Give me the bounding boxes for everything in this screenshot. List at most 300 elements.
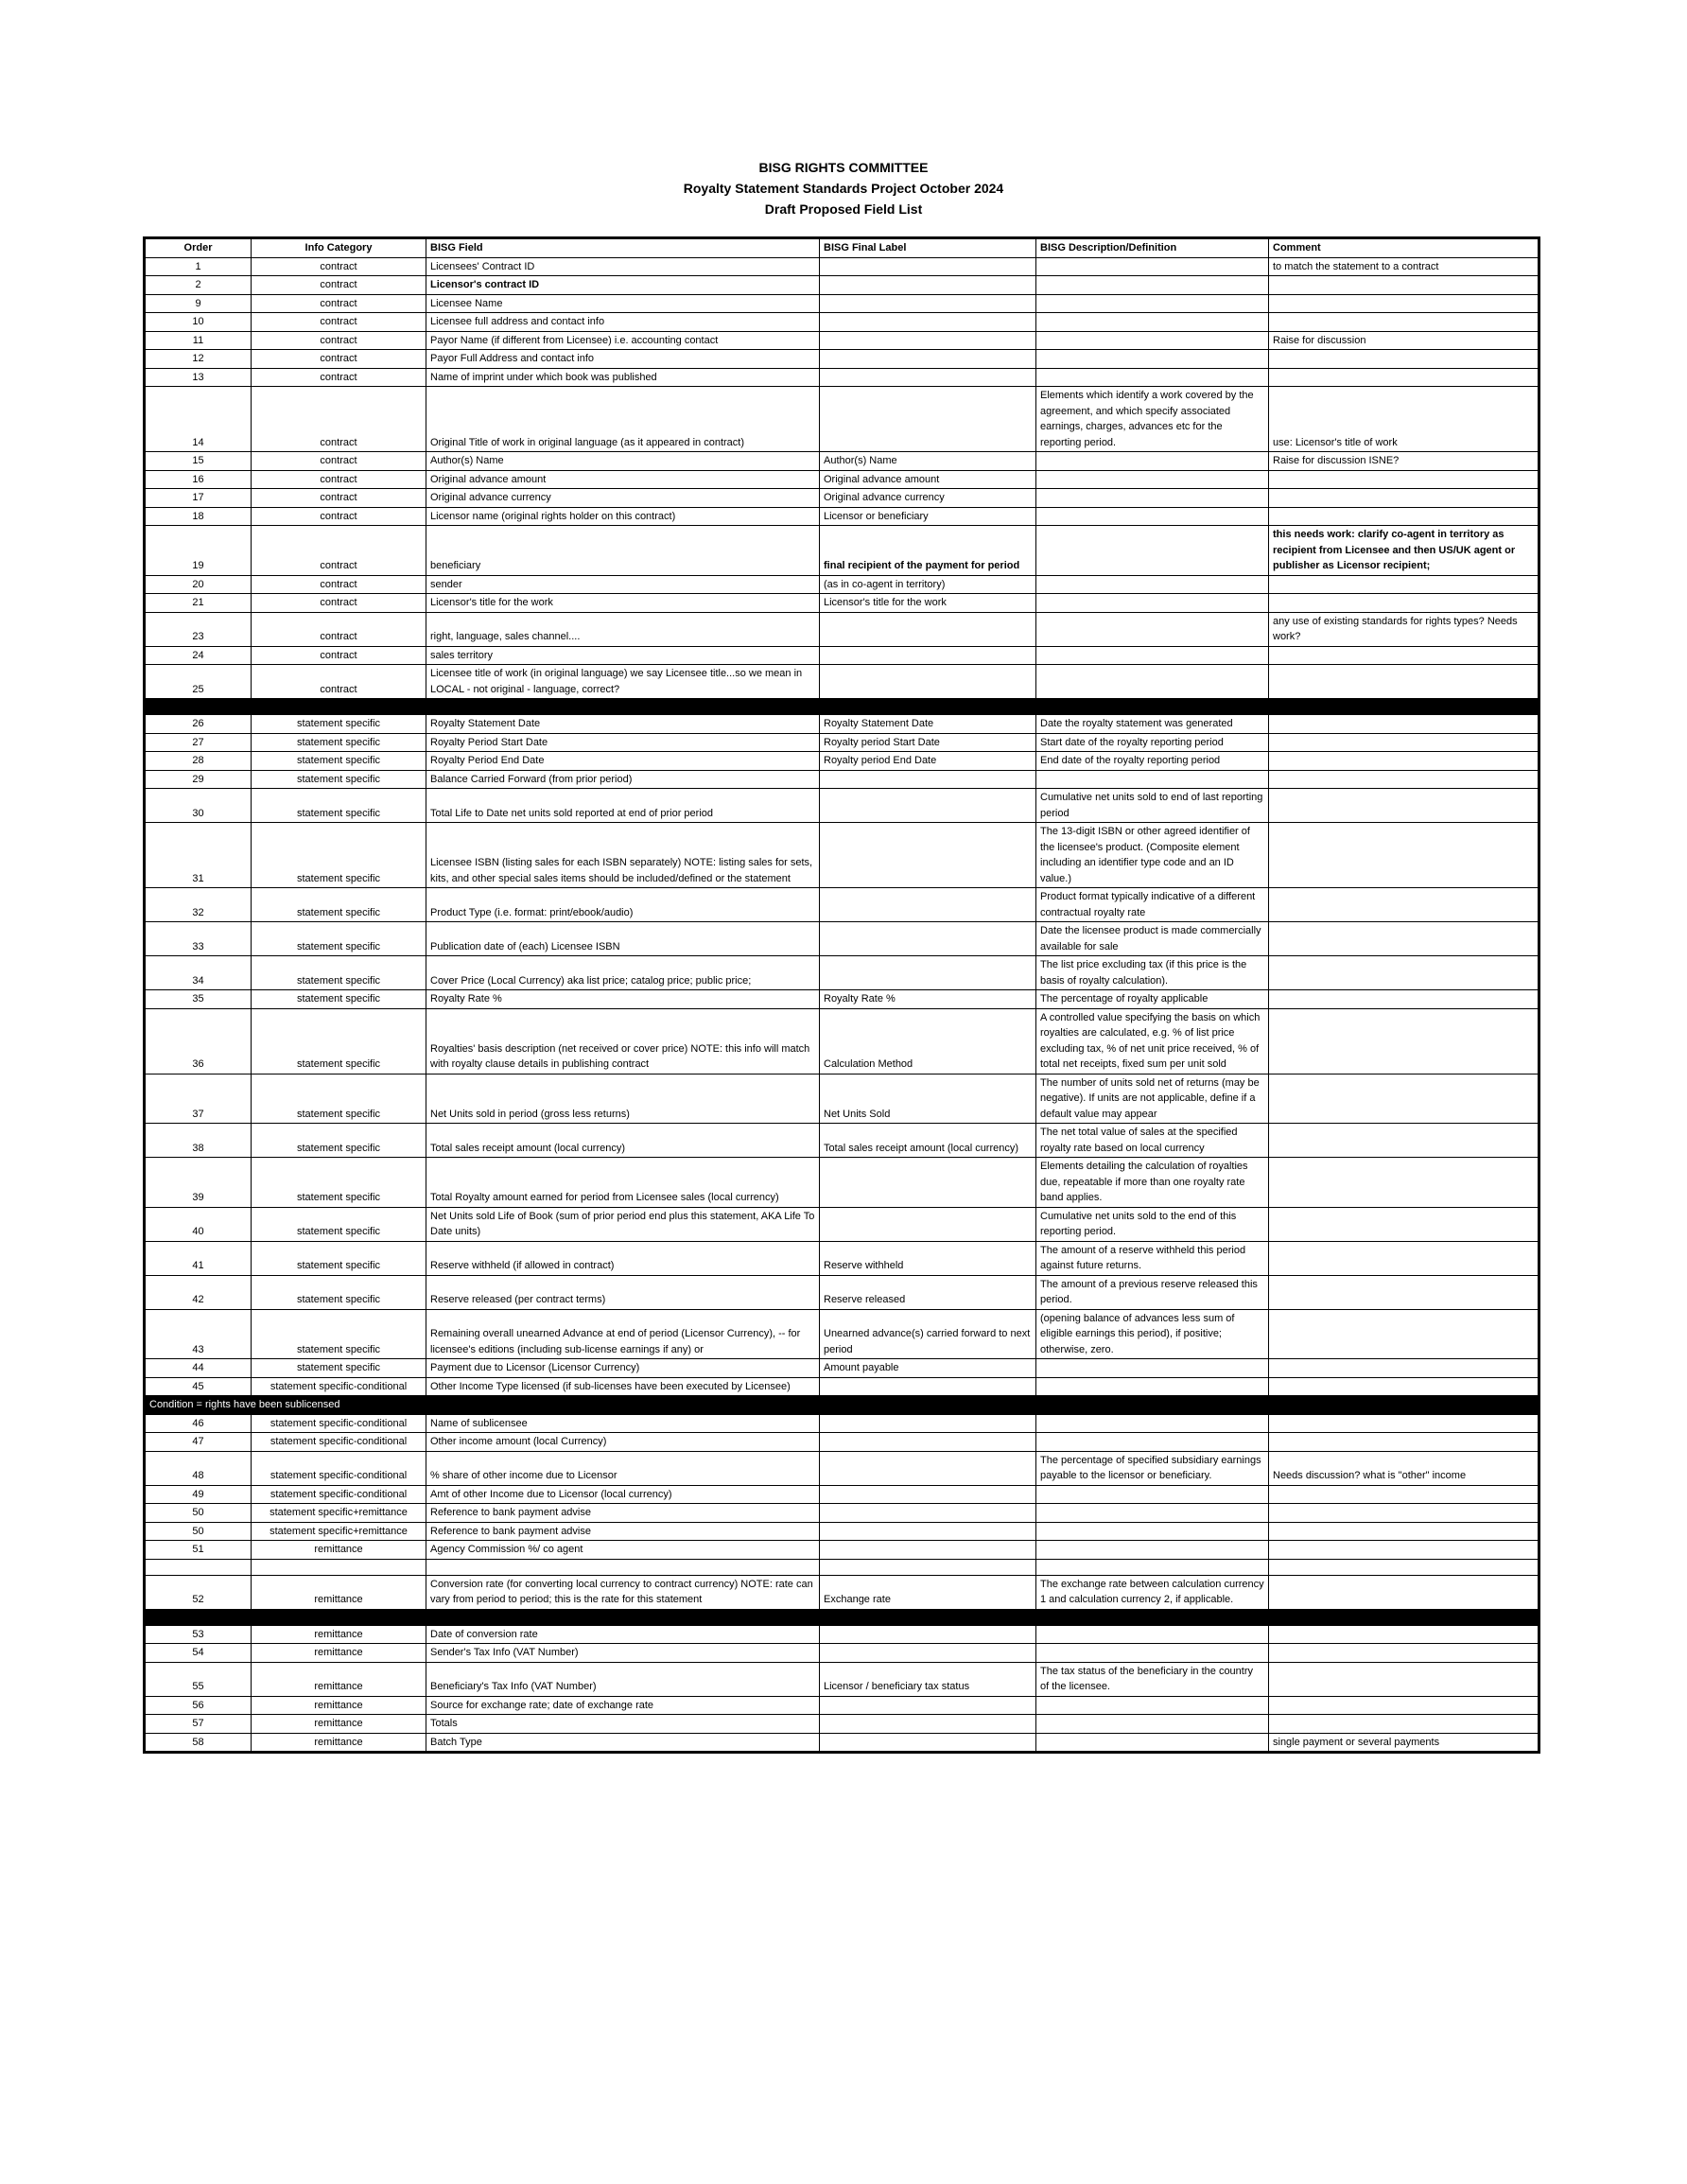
cell-order: 13 [145,368,252,387]
cell-order: 29 [145,770,252,789]
cell-bisg-field: Royalty Statement Date [426,715,820,734]
cell-final-label [820,1733,1036,1753]
cell-order: 53 [145,1625,252,1644]
cell-order: 50 [145,1504,252,1523]
cell-bisg-field: Licensees' Contract ID [426,257,820,276]
cell-order: 47 [145,1433,252,1452]
cell-description: The percentage of royalty applicable [1036,990,1269,1009]
cell-info-category: contract [252,489,426,508]
cell-description [1036,1504,1269,1523]
cell-info-category: statement specific [252,1074,426,1124]
cell-info-category: contract [252,470,426,489]
table-row [145,368,1539,387]
cell-bisg-field: Net Units sold in period (gross less returns) [426,1074,820,1124]
cell-order: 46 [145,1414,252,1433]
condition-row [145,1396,1539,1415]
cell-info-category: statement specific [252,1008,426,1074]
cell-description [1036,507,1269,526]
cell-bisg-field: right, language, sales channel.... [426,612,820,646]
table-row [145,1377,1539,1396]
table-row [145,313,1539,332]
cell-final-label [820,350,1036,369]
cell-comment [1269,665,1539,699]
cell-final-label [820,1696,1036,1715]
cell-comment: this needs work: clarify co-agent in territory as recipient from Licensee and then US/UK agent or publisher as Licensor recipient; [1269,526,1539,576]
cell-final-label [820,1504,1036,1523]
cell-info-category: statement specific [252,789,426,823]
table-row [145,665,1539,699]
table-row [145,1575,1539,1609]
table-row [145,823,1539,888]
cell-bisg-field: Licensor's title for the work [426,594,820,613]
cell-info-category: contract [252,452,426,471]
cell-description [1036,1541,1269,1560]
cell-comment [1269,350,1539,369]
cell-info-category: statement specific [252,752,426,771]
cell-bisg-field: Licensee Name [426,294,820,313]
cell-comment [1269,1696,1539,1715]
cell-bisg-field: sender [426,575,820,594]
cell-final-label: Original advance currency [820,489,1036,508]
table-row [145,1207,1539,1241]
cell-info-category: statement specific-conditional [252,1451,426,1485]
cell-info-category: statement specific-conditional [252,1377,426,1396]
cell-comment: single payment or several payments [1269,1733,1539,1753]
cell-info-category: remittance [252,1733,426,1753]
cell-description: (opening balance of advances less sum of eligible earnings this period), if positive; otherwise, zero. [1036,1309,1269,1359]
cell-description: Cumulative net units sold to end of last reporting period [1036,789,1269,823]
cell-info-category: statement specific+remittance [252,1522,426,1541]
cell-info-category: contract [252,646,426,665]
cell-final-label [820,1715,1036,1734]
cell-info-category: statement specific [252,1359,426,1378]
cell-comment [1269,1504,1539,1523]
cell-final-label: Licensor / beneficiary tax status [820,1662,1036,1696]
cell-info-category: statement specific+remittance [252,1504,426,1523]
cell-order: 30 [145,789,252,823]
cell-comment [1269,1662,1539,1696]
cell-bisg-field: Author(s) Name [426,452,820,471]
cell-info-category: remittance [252,1541,426,1560]
cell-info-category: contract [252,594,426,613]
table-row [145,770,1539,789]
table-row [145,646,1539,665]
table-row [145,257,1539,276]
cell-order: 55 [145,1662,252,1696]
cell-bisg-field: Royalty Period Start Date [426,733,820,752]
cell-bisg-field: Other income amount (local Currency) [426,1433,820,1452]
cell-bisg-field: Conversion rate (for converting local currency to contract currency) NOTE: rate can vary from period to period; this is the rate for this statement [426,1575,820,1609]
cell-comment [1269,470,1539,489]
cell-order: 48 [145,1451,252,1485]
cell-final-label [820,665,1036,699]
cell-comment [1269,489,1539,508]
cell-comment [1269,1433,1539,1452]
cell-description: The amount of a previous reserve released this period. [1036,1275,1269,1309]
cell-description [1036,368,1269,387]
cell-final-label: final recipient of the payment for period [820,526,1036,576]
cell-bisg-field: % share of other income due to Licensor [426,1451,820,1485]
cell-comment [1269,368,1539,387]
table-row [145,1696,1539,1715]
cell-info-category: statement specific [252,1309,426,1359]
cell-comment [1269,594,1539,613]
cell-bisg-field: Royalty Period End Date [426,752,820,771]
cell-bisg-field: Batch Type [426,1733,820,1753]
blank-row [145,1559,1539,1575]
cell-info-category: contract [252,575,426,594]
cell-order: 10 [145,313,252,332]
cell-description [1036,1696,1269,1715]
cell-comment [1269,1275,1539,1309]
cell-final-label [820,1625,1036,1644]
cell-description: The list price excluding tax (if this price is the basis of royalty calculation). [1036,956,1269,990]
cell-order: 52 [145,1575,252,1609]
cell-bisg-field: beneficiary [426,526,820,576]
cell-description [1036,1359,1269,1378]
cell-info-category: statement specific-conditional [252,1414,426,1433]
table-row [145,1541,1539,1560]
cell-order: 39 [145,1158,252,1208]
cell-bisg-field: Source for exchange rate; date of exchange rate [426,1696,820,1715]
cell-comment [1269,1207,1539,1241]
cell-description [1036,470,1269,489]
cell-bisg-field: Publication date of (each) Licensee ISBN [426,922,820,956]
cell-bisg-field: Beneficiary's Tax Info (VAT Number) [426,1662,820,1696]
cell-order: 24 [145,646,252,665]
table-row [145,507,1539,526]
cell-order: 56 [145,1696,252,1715]
cell-description: The 13-digit ISBN or other agreed identifier of the licensee's product. (Composite element including an identifier type code and an ID value.) [1036,823,1269,888]
cell-final-label: Total sales receipt amount (local currency) [820,1124,1036,1158]
cell-description: Date the licensee product is made commercially available for sale [1036,922,1269,956]
cell-bisg-field: Name of sublicensee [426,1414,820,1433]
cell-description: The number of units sold net of returns (may be negative). If units are not applicable, define if a default value may appear [1036,1074,1269,1124]
cell-bisg-field: Total Life to Date net units sold reported at end of prior period [426,789,820,823]
cell-description [1036,350,1269,369]
condition-label: Condition = rights have been sublicensed [145,1396,820,1415]
cell-final-label [820,331,1036,350]
table-row [145,331,1539,350]
cell-description [1036,257,1269,276]
field-list-table [143,236,1540,1754]
table-row [145,294,1539,313]
cell-description [1036,1733,1269,1753]
cell-final-label [820,1644,1036,1663]
cell-description [1036,1377,1269,1396]
cell-bisg-field: Payment due to Licensor (Licensor Currency) [426,1359,820,1378]
cell-description [1036,575,1269,594]
cell-comment [1269,1359,1539,1378]
cell-comment [1269,733,1539,752]
cell-order: 36 [145,1008,252,1074]
cell-description: The amount of a reserve withheld this period against future returns. [1036,1241,1269,1275]
cell-info-category: contract [252,276,426,295]
cell-final-label [820,646,1036,665]
cell-bisg-field: Name of imprint under which book was published [426,368,820,387]
cell-comment [1269,1485,1539,1504]
cell-description [1036,612,1269,646]
cell-bisg-field: Remaining overall unearned Advance at end of period (Licensor Currency), -- for licensee's editions (including sub-license earnings if any) or [426,1309,820,1359]
cell-bisg-field: Licensee full address and contact info [426,313,820,332]
table-row [145,612,1539,646]
cell-final-label: Amount payable [820,1359,1036,1378]
cell-order: 16 [145,470,252,489]
committee-title: BISG RIGHTS COMMITTEE [758,160,929,175]
header-final-label: BISG Final Label [820,238,1036,258]
cell-bisg-field: Total sales receipt amount (local currency) [426,1124,820,1158]
cell-bisg-field: Original advance amount [426,470,820,489]
cell-order: 20 [145,575,252,594]
table-row [145,526,1539,576]
table-row [145,1662,1539,1696]
cell-comment [1269,1008,1539,1074]
cell-final-label [820,294,1036,313]
cell-info-category: statement specific [252,1275,426,1309]
cell-order: 25 [145,665,252,699]
cell-final-label: Royalty Rate % [820,990,1036,1009]
cell-final-label [820,1522,1036,1541]
cell-final-label [820,789,1036,823]
table-row [145,733,1539,752]
cell-description [1036,1414,1269,1433]
cell-description [1036,1715,1269,1734]
table-row [145,387,1539,452]
table-row [145,1733,1539,1753]
cell-order: 50 [145,1522,252,1541]
cell-order: 41 [145,1241,252,1275]
cell-comment [1269,646,1539,665]
cell-description [1036,1485,1269,1504]
cell-order: 38 [145,1124,252,1158]
table-row [145,470,1539,489]
cell-final-label [820,313,1036,332]
cell-description [1036,1522,1269,1541]
header-order: Order [145,238,252,258]
cell-info-category: statement specific [252,823,426,888]
cell-comment [1269,1124,1539,1158]
cell-order: 14 [145,387,252,452]
header-description: BISG Description/Definition [1036,238,1269,258]
cell-info-category: statement specific-conditional [252,1485,426,1504]
cell-final-label: Reserve released [820,1275,1036,1309]
cell-info-category: contract [252,313,426,332]
cell-description: The tax status of the beneficiary in the country of the licensee. [1036,1662,1269,1696]
cell-final-label: Royalty period Start Date [820,733,1036,752]
cell-order: 31 [145,823,252,888]
cell-description [1036,294,1269,313]
cell-comment [1269,990,1539,1009]
cell-bisg-field: Licensee title of work (in original language) we say Licensee title...so we mean in LOCAL - not original - language, correct? [426,665,820,699]
table-row [145,1485,1539,1504]
cell-description: End date of the royalty reporting period [1036,752,1269,771]
cell-comment [1269,1309,1539,1359]
cell-order: 44 [145,1359,252,1378]
table-row [145,1241,1539,1275]
table-row [145,1451,1539,1485]
cell-info-category: statement specific-conditional [252,1433,426,1452]
cell-info-category: remittance [252,1662,426,1696]
cell-info-category: contract [252,331,426,350]
cell-final-label [820,1485,1036,1504]
cell-final-label [820,276,1036,295]
cell-bisg-field: sales territory [426,646,820,665]
cell-bisg-field: Total Royalty amount earned for period from Licensee sales (local currency) [426,1158,820,1208]
cell-order: 2 [145,276,252,295]
cell-description [1036,594,1269,613]
cell-final-label [820,1433,1036,1452]
cell-bisg-field: Cover Price (Local Currency) aka list price; catalog price; public price; [426,956,820,990]
cell-final-label [820,1377,1036,1396]
table-row [145,1522,1539,1541]
cell-info-category: statement specific [252,1124,426,1158]
header-bisg-field: BISG Field [426,238,820,258]
cell-description [1036,1433,1269,1452]
section-separator [145,1609,1539,1625]
cell-final-label [820,387,1036,452]
table-row [145,1359,1539,1378]
cell-order: 27 [145,733,252,752]
table-row [145,350,1539,369]
cell-bisg-field: Reference to bank payment advise [426,1522,820,1541]
table-row [145,1625,1539,1644]
cell-info-category: statement specific [252,1207,426,1241]
cell-final-label: Royalty period End Date [820,752,1036,771]
cell-comment: Raise for discussion ISNE? [1269,452,1539,471]
cell-order: 35 [145,990,252,1009]
cell-final-label [820,922,1036,956]
cell-info-category: contract [252,612,426,646]
cell-order: 58 [145,1733,252,1753]
table-row [145,489,1539,508]
cell-final-label: Royalty Statement Date [820,715,1036,734]
cell-comment [1269,507,1539,526]
cell-info-category: statement specific [252,888,426,922]
cell-order: 43 [145,1309,252,1359]
cell-description [1036,489,1269,508]
table-row [145,752,1539,771]
cell-order: 54 [145,1644,252,1663]
cell-final-label [820,1207,1036,1241]
cell-bisg-field: Royalty Rate % [426,990,820,1009]
cell-info-category: statement specific [252,922,426,956]
cell-comment [1269,276,1539,295]
cell-description: Date the royalty statement was generated [1036,715,1269,734]
cell-order: 21 [145,594,252,613]
cell-final-label: Exchange rate [820,1575,1036,1609]
cell-final-label [820,612,1036,646]
table-row [145,1158,1539,1208]
cell-info-category: statement specific [252,770,426,789]
table-row [145,1008,1539,1074]
cell-order: 11 [145,331,252,350]
cell-info-category: remittance [252,1625,426,1644]
table-row [145,276,1539,295]
cell-order: 40 [145,1207,252,1241]
cell-info-category: remittance [252,1575,426,1609]
cell-comment [1269,1715,1539,1734]
cell-order: 45 [145,1377,252,1396]
cell-description: Start date of the royalty reporting period [1036,733,1269,752]
cell-bisg-field: Licensor name (original rights holder on this contract) [426,507,820,526]
cell-description [1036,526,1269,576]
cell-comment [1269,770,1539,789]
table-row [145,789,1539,823]
list-title: Draft Proposed Field List [764,201,923,217]
cell-final-label [820,823,1036,888]
section-separator [145,699,1539,715]
cell-info-category: contract [252,387,426,452]
cell-comment [1269,294,1539,313]
table-row [145,956,1539,990]
cell-final-label: Reserve withheld [820,1241,1036,1275]
cell-description: Elements which identify a work covered by the agreement, and which specify associated earnings, charges, advances etc for the reporting period. [1036,387,1269,452]
cell-info-category: contract [252,507,426,526]
cell-description [1036,313,1269,332]
cell-comment [1269,1522,1539,1541]
table-row [145,715,1539,734]
cell-final-label: Licensor's title for the work [820,594,1036,613]
cell-comment [1269,888,1539,922]
table-row [145,1074,1539,1124]
table-row [145,888,1539,922]
cell-description: Elements detailing the calculation of royalties due, repeatable if more than one royalty rate band applies. [1036,1158,1269,1208]
cell-bisg-field: Licensor's contract ID [426,276,820,295]
cell-comment [1269,1541,1539,1560]
cell-order: 33 [145,922,252,956]
cell-final-label [820,368,1036,387]
cell-info-category: contract [252,294,426,313]
cell-description: The net total value of sales at the specified royalty rate based on local currency [1036,1124,1269,1158]
cell-order: 26 [145,715,252,734]
cell-info-category: remittance [252,1696,426,1715]
cell-comment [1269,956,1539,990]
cell-final-label: Original advance amount [820,470,1036,489]
cell-comment [1269,1074,1539,1124]
cell-info-category: contract [252,257,426,276]
table-row [145,1414,1539,1433]
cell-order: 19 [145,526,252,576]
cell-info-category: statement specific [252,733,426,752]
cell-final-label [820,1414,1036,1433]
cell-comment [1269,922,1539,956]
cell-bisg-field: Product Type (i.e. format: print/ebook/audio) [426,888,820,922]
table-row [145,1504,1539,1523]
cell-bisg-field: Payor Name (if different from Licensee) i.e. accounting contact [426,331,820,350]
cell-order: 17 [145,489,252,508]
cell-comment: Needs discussion? what is "other" income [1269,1451,1539,1485]
table-row [145,1715,1539,1734]
cell-comment: any use of existing standards for rights types? Needs work? [1269,612,1539,646]
cell-final-label [820,888,1036,922]
cell-bisg-field: Totals [426,1715,820,1734]
cell-final-label [820,1541,1036,1560]
cell-order: 42 [145,1275,252,1309]
header-comment: Comment [1269,238,1539,258]
cell-comment: use: Licensor's title of work [1269,387,1539,452]
cell-description [1036,452,1269,471]
table-row [145,594,1539,613]
cell-order: 37 [145,1074,252,1124]
table-row [145,1275,1539,1309]
cell-order: 49 [145,1485,252,1504]
cell-final-label [820,770,1036,789]
table-row [145,922,1539,956]
cell-final-label: Calculation Method [820,1008,1036,1074]
cell-info-category: remittance [252,1644,426,1663]
cell-order: 28 [145,752,252,771]
cell-bisg-field: Sender's Tax Info (VAT Number) [426,1644,820,1663]
